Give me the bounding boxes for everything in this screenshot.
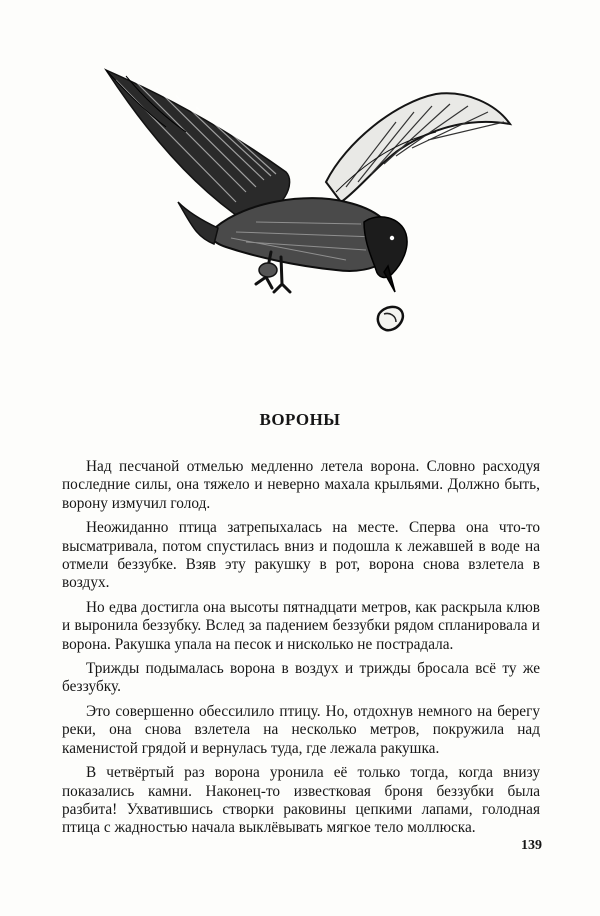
crow-head <box>364 217 407 292</box>
story-body <box>62 458 540 844</box>
story-paragraph: Над песчаной отмелью медленно летела ворона. Словно расходуя последние силы, она тяжело и неверно махала крыльями. Должно быть, ворону измучил голод. <box>62 458 540 512</box>
crow-body <box>178 198 394 271</box>
falling-shell <box>378 307 403 330</box>
right-wing <box>326 93 510 202</box>
story-title: ВОРОНЫ <box>259 410 341 429</box>
crow-with-shell-icon <box>96 52 516 352</box>
story-paragraph: Неожиданно птица затрепыхалась на месте. Сперва она что-то высматривала, потом спустилась вниз и подошла к лежавшей в воде на отмели беззубке. Взяв эту ракушку в рот, ворона снова взлетела в воздух. <box>62 519 540 592</box>
story-paragraph: Но едва достигла она высоты пятнадцати метров, как раскрыла клюв и выронила беззубку. Вслед за падением беззубки рядом спланировала и ворона. Ракушка упала на песок и нисколько не пострадала. <box>62 598 540 653</box>
left-wing <box>106 70 290 222</box>
story-paragraph: Это совершенно обессилило птицу. Но, отдохнув немного на берегу реки, она снова взлетела на несколько метров, покружила над каменистой грядой и вернулась туда, где лежала ракушка. <box>62 702 540 757</box>
story-paragraph: В четвёртый раз ворона уронила её только тогда, когда внизу показались камни. Наконец-то известковая броня беззубки была разбита! Ухватившись створки раковины цепкими лапами, голодная птица с жадностью начала выклёвывать мягкое тело моллюска. <box>62 764 540 837</box>
story-paragraph: Трижды подымалась ворона в воздух и трижды бросала всё ту же беззубку. <box>62 660 540 696</box>
page-number: 139 <box>521 838 542 853</box>
